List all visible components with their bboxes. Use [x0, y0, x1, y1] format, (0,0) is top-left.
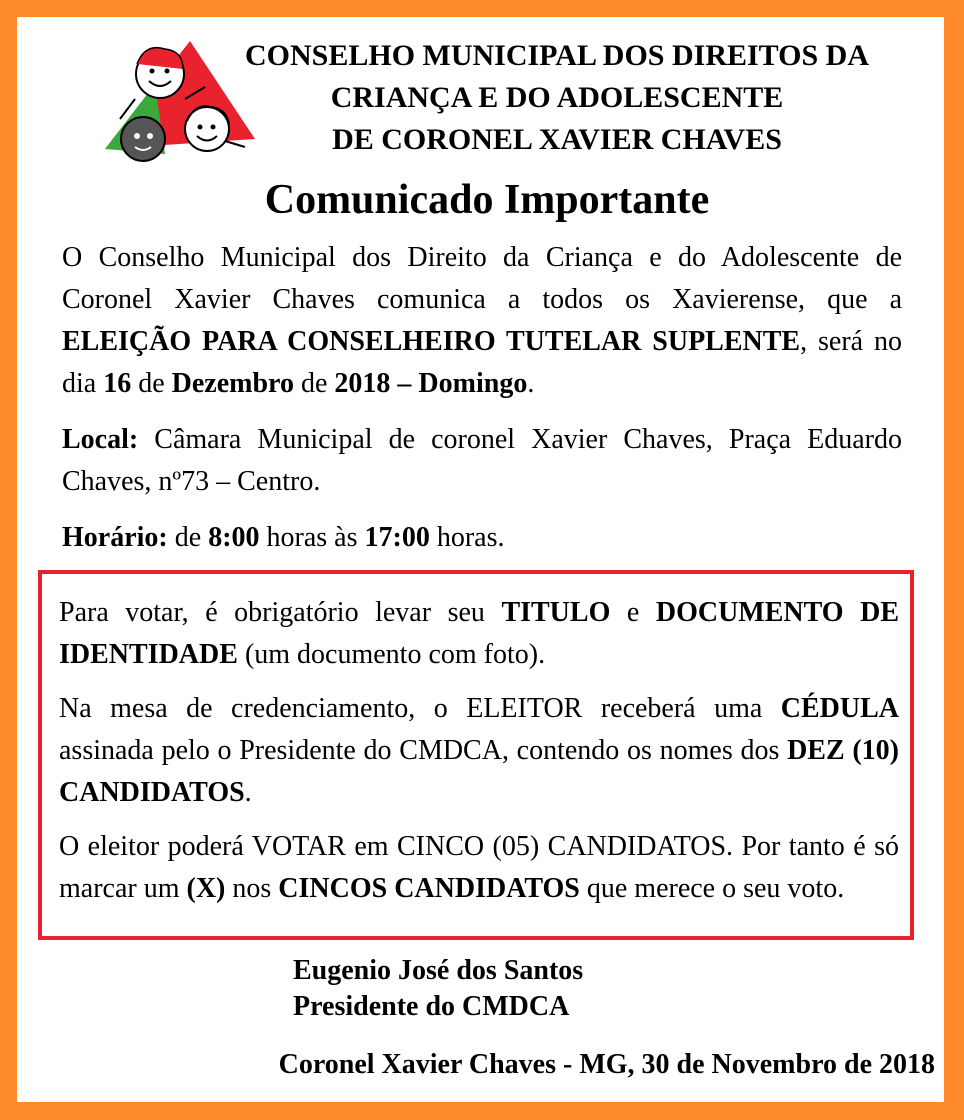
b2-text-3: . — [244, 777, 252, 808]
announcement-paragraph — [62, 237, 902, 405]
documents-paragraph — [59, 592, 899, 676]
schedule-text-2: horas às — [259, 522, 365, 553]
b3-bold-1: (X) — [186, 873, 226, 904]
location-text: Câmara Municipal de coronel Xavier Chaves, Praça Eduardo Chaves, nº73 – Centro. — [62, 424, 902, 497]
schedule-start: 8:00 — [208, 522, 260, 553]
signature-name: Eugenio José dos Santos — [293, 955, 584, 986]
signature-block — [293, 953, 583, 1025]
header-line-1: CONSELHO MUNICIPAL DOS DIREITOS DA — [244, 39, 869, 72]
b1-text-2: e — [610, 597, 656, 628]
b1-bold-1: TITULO — [501, 597, 611, 628]
page-title: Comunicado Importante — [264, 177, 710, 223]
p1-text-3: de — [131, 368, 172, 399]
b1-text-1: Para votar, é obrigatório levar seu — [59, 597, 502, 628]
schedule-text-3: horas. — [429, 522, 505, 553]
voting-instructions-box — [38, 570, 914, 940]
schedule-text-1: de — [167, 522, 209, 553]
p1-bold-4: 2018 – Domingo — [334, 368, 528, 399]
signature-role: Presidente do CMDCA — [293, 991, 570, 1022]
b3-text-2: nos — [225, 873, 279, 904]
b1-bold-2: DOCUMENTO DE IDENTIDADE — [59, 597, 899, 670]
location-label: Local: — [62, 424, 139, 455]
b3-bold-2: CINCOS CANDIDATOS — [278, 873, 580, 904]
schedule-end: 17:00 — [364, 522, 430, 553]
schedule-label: Horário: — [62, 522, 168, 553]
location-paragraph — [62, 419, 902, 503]
p1-text-5: . — [527, 368, 535, 399]
b2-text-1: Na mesa de credenciamento, o ELEITOR receberá uma — [59, 693, 781, 724]
b2-bold-1: CÉDULA — [780, 693, 899, 724]
schedule-paragraph — [62, 517, 902, 559]
council-header — [197, 35, 917, 161]
ballot-paragraph — [59, 688, 899, 814]
b1-text-3: (um documento com foto). — [237, 639, 546, 670]
b2-text-2: assinada pelo o Presidente do CMDCA, contendo os nomes dos — [59, 735, 788, 766]
header-line-3: DE CORONEL XAVIER CHAVES — [332, 123, 782, 156]
b3-text-1: O eleitor poderá VOTAR em CINCO (05) CANDIDATOS. Por tanto é só marcar um — [59, 831, 899, 904]
b3-text-3: que merece o seu voto. — [579, 873, 845, 904]
p1-text-4: de — [293, 368, 335, 399]
p1-text-2: , será no dia — [62, 326, 903, 399]
notice-page — [17, 17, 944, 1102]
p1-bold-3: Dezembro — [171, 368, 294, 399]
vote-rule-paragraph — [59, 826, 899, 910]
b2-bold-2: DEZ (10) CANDIDATOS — [59, 735, 899, 808]
place-date-footer: Coronel Xavier Chaves - MG, 30 de Novembro de 2018 — [278, 1049, 935, 1080]
header-line-2: CRIANÇA E DO ADOLESCENTE — [330, 81, 784, 114]
p1-bold-2: 16 — [103, 368, 132, 399]
p1-text-1: O Conselho Municipal dos Direito da Criança e do Adolescente de Coronel Xavier Chaves comunica a todos os Xavierense, que a — [62, 242, 902, 315]
p1-bold-1: ELEIÇÃO PARA CONSELHEIRO TUTELAR SUPLENTE — [62, 326, 801, 357]
